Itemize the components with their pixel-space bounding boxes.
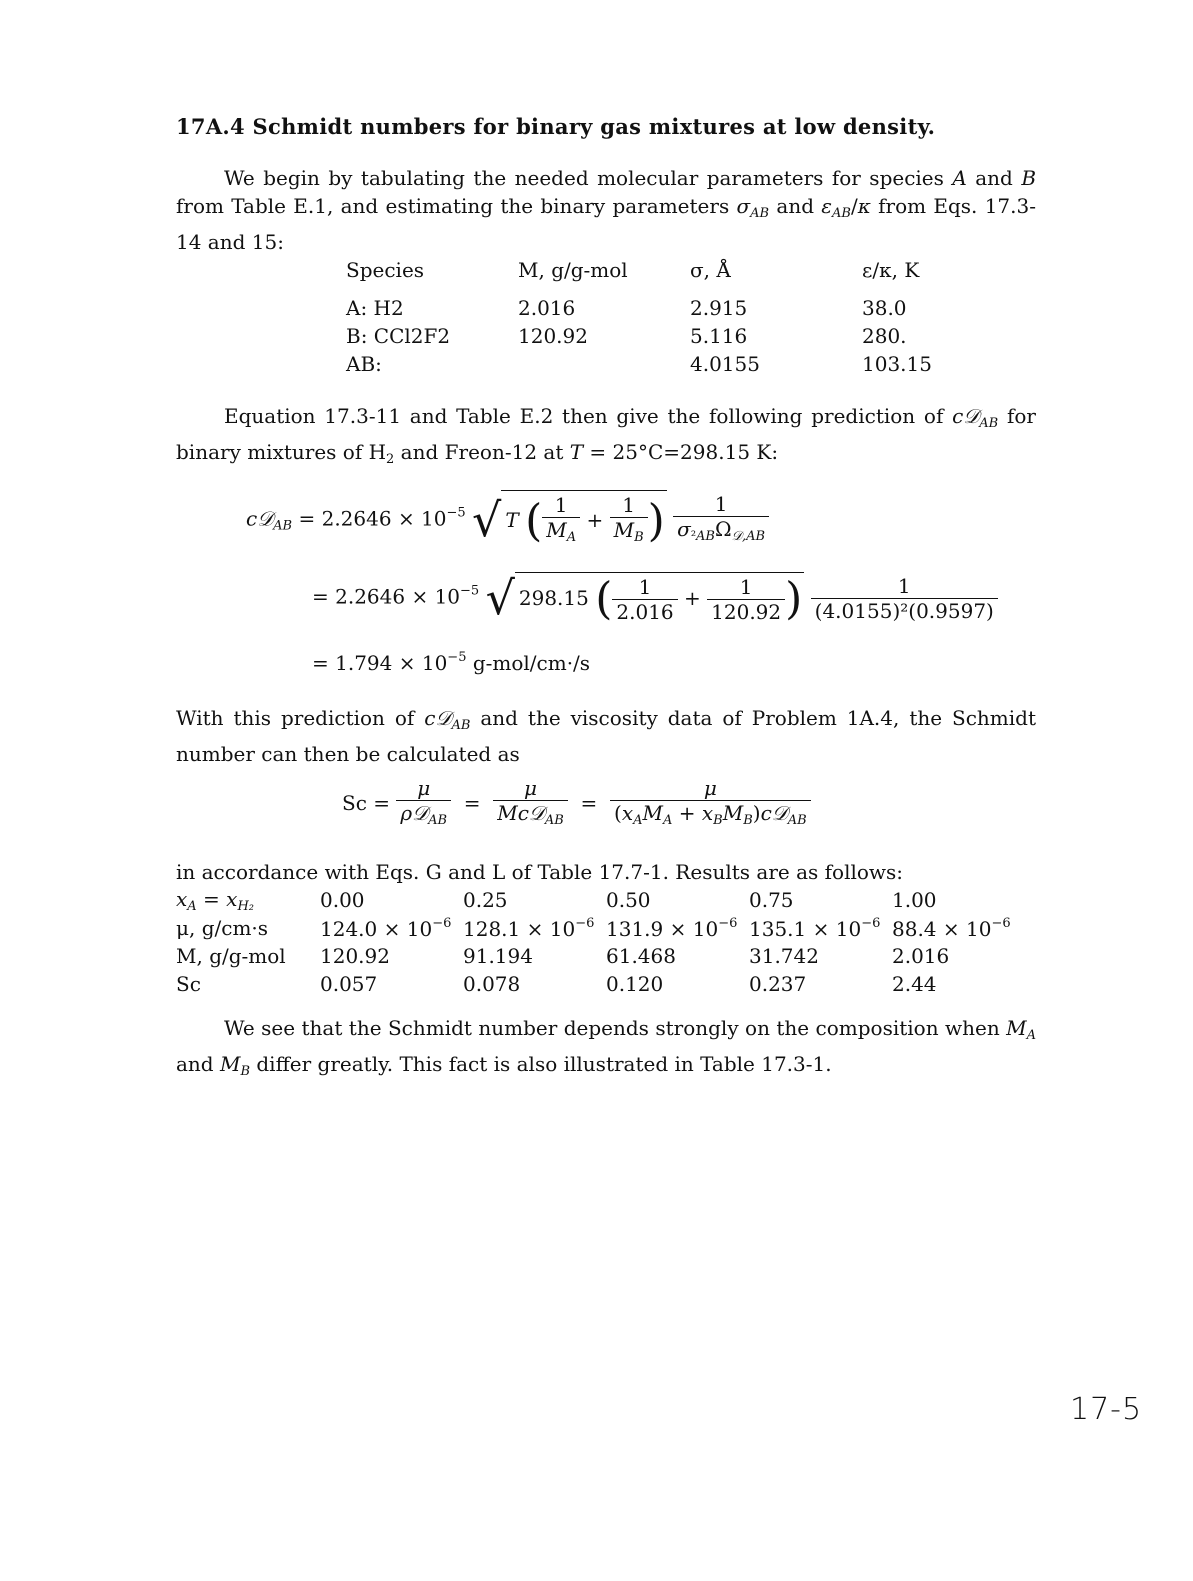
table-row: B: CCl2F2 120.92 5.116 280. [346, 324, 907, 348]
schmidt-intro-paragraph: With this prediction of c𝒟$_{AB}$ and the viscosity data of Problem 1A.4, the Schmidt number can then be calculated as [176, 706, 1036, 766]
schmidt-equation: Sc = $\frac{\mu}{\rho 𝒟_{AB}}$ = $\frac{\mu}{Mc𝒟_{AB}}$ = $\frac{\mu}{(x_AM_A + x_BM_B)c𝒟_{AB}}$ [342, 776, 811, 833]
table-row: μ, g/cm·s $124.0 \times 10^{-6}$ $128.1 \times 10^{-6}$ $131.9 \times 10^{-6}$ $135.1 \times 10^{-6}$ $88.4 \times 10^{-6}$ [176, 915, 1011, 941]
header-epsilon: ε/κ, K [862, 258, 920, 282]
diffusivity-equation-numeric: = $2.2646 \times 10^{-5}$ √ 298.15 ( $\frac{1}{2.016}$ + $\frac{1}{120.92}$ ) $\frac{1}{\text{(4.0155)²(0.9597)}}$ [312, 572, 998, 624]
conclusion-paragraph: We see that the Schmidt number depends strongly on the composition when $M_A$ and $M_B$ differ greatly. This fact is also illustrated in Table 17.3-1. [176, 1016, 1036, 1079]
results-intro-paragraph: in accordance with Eqs. G and L of Table 17.7-1. Results are as follows: [176, 860, 904, 884]
header-species: Species [346, 258, 425, 282]
molecular-parameters-table [346, 256, 982, 378]
row-label-molecular-weight: M, g/g-mol [176, 944, 286, 968]
table-row: $x_A = x_{H_2}$ 0.00 0.25 0.50 0.75 1.00 [176, 886, 937, 914]
prediction-paragraph: Equation 17.3-11 and Table E.2 then give the following prediction of c𝒟$_{AB}$ for binary mixtures of $H_2$ and Freon-12 at T = 25°C=298.15 K: [176, 404, 1036, 467]
row-label-schmidt: Sc [176, 972, 201, 996]
row-label-mole-fraction: $x_A = x_{H_2}$ [176, 886, 254, 914]
problem-title: 17A.4 Schmidt numbers for binary gas mixtures at low density. [176, 114, 936, 139]
handwritten-page-number: 17-5 [1070, 1392, 1143, 1427]
table-row: Sc 0.057 0.078 0.120 0.237 2.44 [176, 972, 937, 996]
table-row: M, g/g-mol 120.92 91.194 61.468 31.742 2.016 [176, 944, 950, 968]
header-molecular-weight: M, g/g-mol [518, 258, 628, 282]
diffusivity-equation-symbolic: c𝒟$_{AB}$ = $2.2646 \times 10^{-5}$ √ T ( $\frac{1}{M_A}$ + $\frac{1}{M_B}$ ) $\frac{1}{\sigma_{^2AB}\Omega_{𝒟,AB}}$ [246, 490, 769, 550]
table-row: AB: 4.0155 103.15 [346, 352, 932, 376]
table-row: A: H2 2.016 2.915 38.0 [346, 296, 907, 320]
table-header-row [346, 256, 982, 294]
diffusivity-result: = $1.794 \times 10^{-5}$ g-mol/cm·/s [312, 650, 591, 675]
row-label-viscosity: μ, g/cm·s [176, 916, 269, 940]
intro-paragraph: We begin by tabulating the needed molecular parameters for species A and B from Table E.1, and estimating the binary parameters $\sigma_{AB}$ and $\varepsilon_{AB}/\kappa$ from Eqs. 17.3-14 and 15: [176, 166, 1037, 254]
header-sigma: σ, Å [690, 258, 731, 282]
results-table [176, 886, 1035, 998]
